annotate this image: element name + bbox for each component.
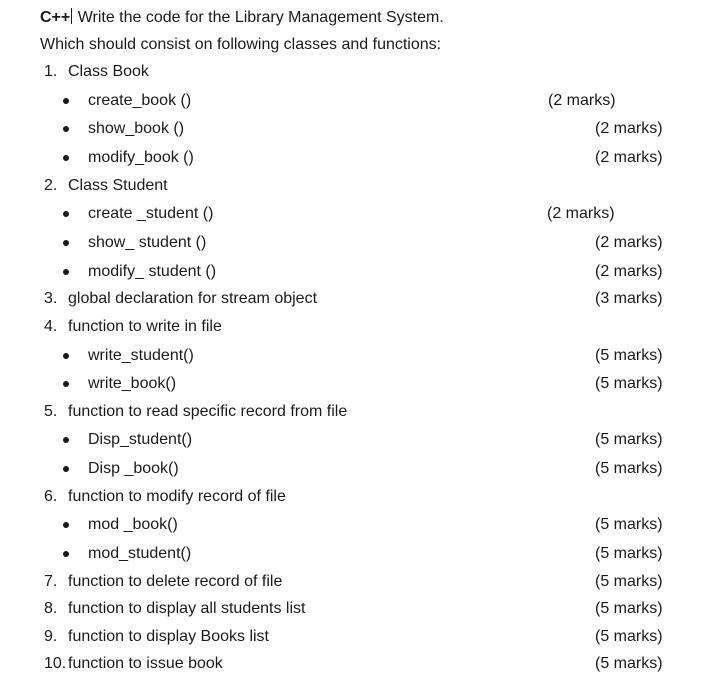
item-marks: (5 marks): [595, 375, 663, 392]
numbered-item: [0, 571, 717, 593]
bullet-item: [0, 232, 717, 254]
item-marks: (2 marks): [548, 92, 616, 109]
item-text: Disp _book(): [88, 460, 179, 477]
numbered-item: [0, 401, 717, 423]
item-marks: (5 marks): [595, 431, 663, 448]
numbered-item: [0, 653, 717, 675]
bullet-icon: [63, 551, 69, 557]
item-text: function to write in file: [68, 318, 222, 335]
item-number: 8.: [44, 600, 58, 617]
bullet-icon: [63, 126, 69, 132]
numbered-item: [0, 175, 717, 197]
numbered-item: [0, 598, 717, 620]
item-text: show_ student (): [88, 234, 207, 251]
bullet-item: [0, 458, 717, 480]
item-number: 5.: [44, 403, 58, 420]
heading-prefix: C++: [40, 9, 71, 26]
item-number: 9.: [44, 628, 58, 645]
bullet-item: [0, 514, 717, 536]
bullet-icon: [63, 98, 69, 104]
item-marks: (2 marks): [595, 149, 663, 166]
numbered-item: [0, 486, 717, 508]
bullet-icon: [63, 269, 69, 275]
bullet-item: [0, 345, 717, 367]
item-text: write_student(): [88, 347, 194, 364]
item-number: 6.: [44, 488, 58, 505]
item-text: function to modify record of file: [68, 488, 286, 505]
item-marks: (2 marks): [595, 120, 663, 137]
bullet-item: [0, 373, 717, 395]
item-marks: (5 marks): [595, 516, 663, 533]
item-marks: (5 marks): [595, 655, 663, 672]
item-text: function to read specific record from file: [68, 403, 348, 420]
bullet-icon: [63, 240, 69, 246]
bullet-icon: [63, 466, 69, 472]
numbered-item: [0, 288, 717, 310]
item-text: mod _book(): [88, 516, 178, 533]
item-marks: (2 marks): [595, 234, 663, 251]
heading: [40, 7, 444, 29]
bullet-icon: [63, 155, 69, 161]
item-number: 1.: [44, 63, 58, 80]
item-marks: (5 marks): [595, 573, 663, 590]
item-text: Disp_student(): [88, 431, 193, 448]
bullet-item: [0, 118, 717, 140]
item-text: Class Book: [68, 63, 149, 80]
item-marks: (5 marks): [595, 347, 663, 364]
heading-text: Write the code for the Library Management System.: [73, 9, 444, 26]
bullet-item: [0, 543, 717, 565]
item-number: 2.: [44, 177, 58, 194]
bullet-icon: [63, 381, 69, 387]
item-text: modify_book (): [88, 149, 194, 166]
bullet-icon: [63, 437, 69, 443]
item-text: global declaration for stream object: [68, 290, 318, 307]
numbered-item: [0, 61, 717, 83]
intro-text: Which should consist on following classes and functions:: [40, 36, 442, 53]
item-number: 7.: [44, 573, 58, 590]
item-marks: (5 marks): [595, 545, 663, 562]
heading-line: [0, 7, 717, 29]
item-marks: (3 marks): [595, 290, 663, 307]
item-text: function to delete record of file: [68, 573, 283, 590]
item-text: show_book (): [88, 120, 185, 137]
item-text: write_book(): [88, 375, 177, 392]
bullet-icon: [63, 211, 69, 217]
bullet-icon: [63, 522, 69, 528]
item-text: modify_ student (): [88, 263, 217, 280]
bullet-item: [0, 90, 717, 112]
item-number: 4.: [44, 318, 58, 335]
item-marks: (2 marks): [547, 205, 615, 222]
numbered-item: [0, 316, 717, 338]
item-marks: (2 marks): [595, 263, 663, 280]
bullet-icon: [63, 353, 69, 359]
item-marks: (5 marks): [595, 600, 663, 617]
item-text: function to display Books list: [68, 628, 269, 645]
item-number: 3.: [44, 290, 58, 307]
bullet-item: [0, 203, 717, 225]
item-text: create_book (): [88, 92, 192, 109]
item-text: create _student (): [88, 205, 214, 222]
item-marks: (5 marks): [595, 460, 663, 477]
item-text: mod_student(): [88, 545, 192, 562]
item-marks: (5 marks): [595, 628, 663, 645]
bullet-item: [0, 429, 717, 451]
item-text: Class Student: [68, 177, 168, 194]
bullet-item: [0, 261, 717, 283]
item-number: 10.: [44, 655, 67, 672]
numbered-item: [0, 626, 717, 648]
item-text: function to display all students list: [68, 600, 306, 617]
bullet-item: [0, 147, 717, 169]
item-text: function to issue book: [68, 655, 223, 672]
intro-line: [0, 34, 717, 56]
